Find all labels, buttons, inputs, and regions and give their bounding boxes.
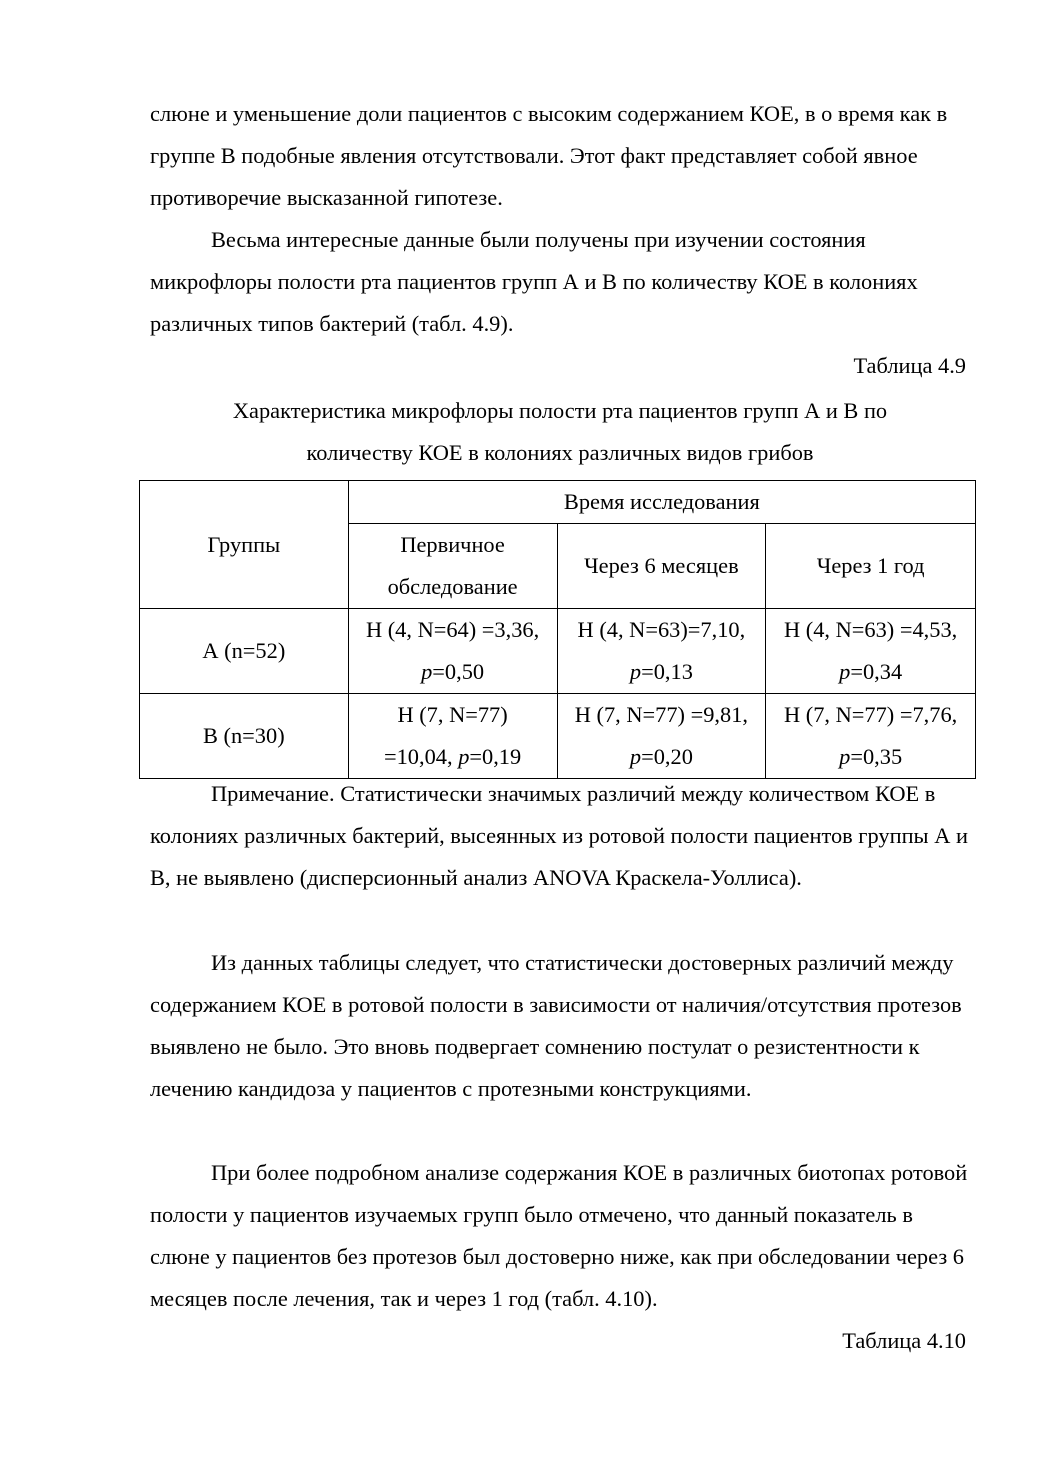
cell-a-1-year: H (4, N=63) =4,53, p=0,34 — [766, 609, 976, 694]
cell-b-6-months: H (7, N=77) =9,81, p=0,20 — [557, 694, 766, 779]
cell-a-primary: H (4, N=64) =3,36, p=0,50 — [348, 609, 557, 694]
paragraph-2: Весьма интересные данные были получены при изучении состояния микрофлоры полости рта пациентов групп А и В по количеству КОЕ в колониях различных типов бактерий (табл. 4.9). — [150, 227, 918, 336]
paragraph-3: Из данных таблицы следует, что статистически достоверных различий между содержанием КОЕ в ротовой полости в зависимости от наличия/отсутствия протезов выявлено не было. Это вновь подвергает сомнению постулат о резистентности к лечению кандидоза у пациентов с протезными конструкциями. — [150, 950, 962, 1101]
table-row — [140, 694, 976, 779]
header-6-months: Через 6 месяцев — [557, 524, 766, 609]
header-primary: Первичное обследование — [348, 524, 557, 609]
header-time: Время исследования — [348, 481, 975, 524]
cell-b-primary: H (7, N=77) =10,04, p=0,19 — [348, 694, 557, 779]
cell-b-1-year: H (7, N=77) =7,76, p=0,35 — [766, 694, 976, 779]
paragraph-4: При более подробном анализе содержания КОЕ в различных биотопах ротовой полости у пациентов изучаемых групп было отмечено, что данный показатель в слюне у пациентов без протезов был достоверно ниже, как при обследовании через 6 месяцев после лечения, так и через 1 год (табл. 4.10). — [150, 1160, 968, 1311]
table-row — [140, 609, 976, 694]
data-table — [139, 480, 976, 779]
row-label-b: В (n=30) — [140, 694, 349, 779]
paragraph-1: слюне и уменьшение доли пациентов с высоким содержанием КОЕ, в о время как в группе В подобные явления отсутствовали. Этот факт представляет собой явное противоречие высказанной гипотезе. — [150, 101, 948, 210]
table-label: Таблица 4.9 — [853, 353, 966, 378]
table-title: Характеристика микрофлоры полости рта пациентов групп А и В по количеству КОЕ в колониях различных видов грибов — [232, 398, 888, 465]
row-label-a: А (n=52) — [140, 609, 349, 694]
header-groups: Группы — [140, 481, 349, 609]
table-note: Примечание. Статистически значимых различий между количеством КОЕ в колониях различных бактерий, высеянных из ротовой полости пациентов группы А и В, не выявлено (дисперсионный анализ ANOVA Краскела-Уоллиса). — [150, 781, 968, 890]
cell-a-6-months: H (4, N=63)=7,10, p=0,13 — [557, 609, 766, 694]
next-table-label: Таблица 4.10 — [842, 1328, 966, 1353]
header-1-year: Через 1 год — [766, 524, 976, 609]
